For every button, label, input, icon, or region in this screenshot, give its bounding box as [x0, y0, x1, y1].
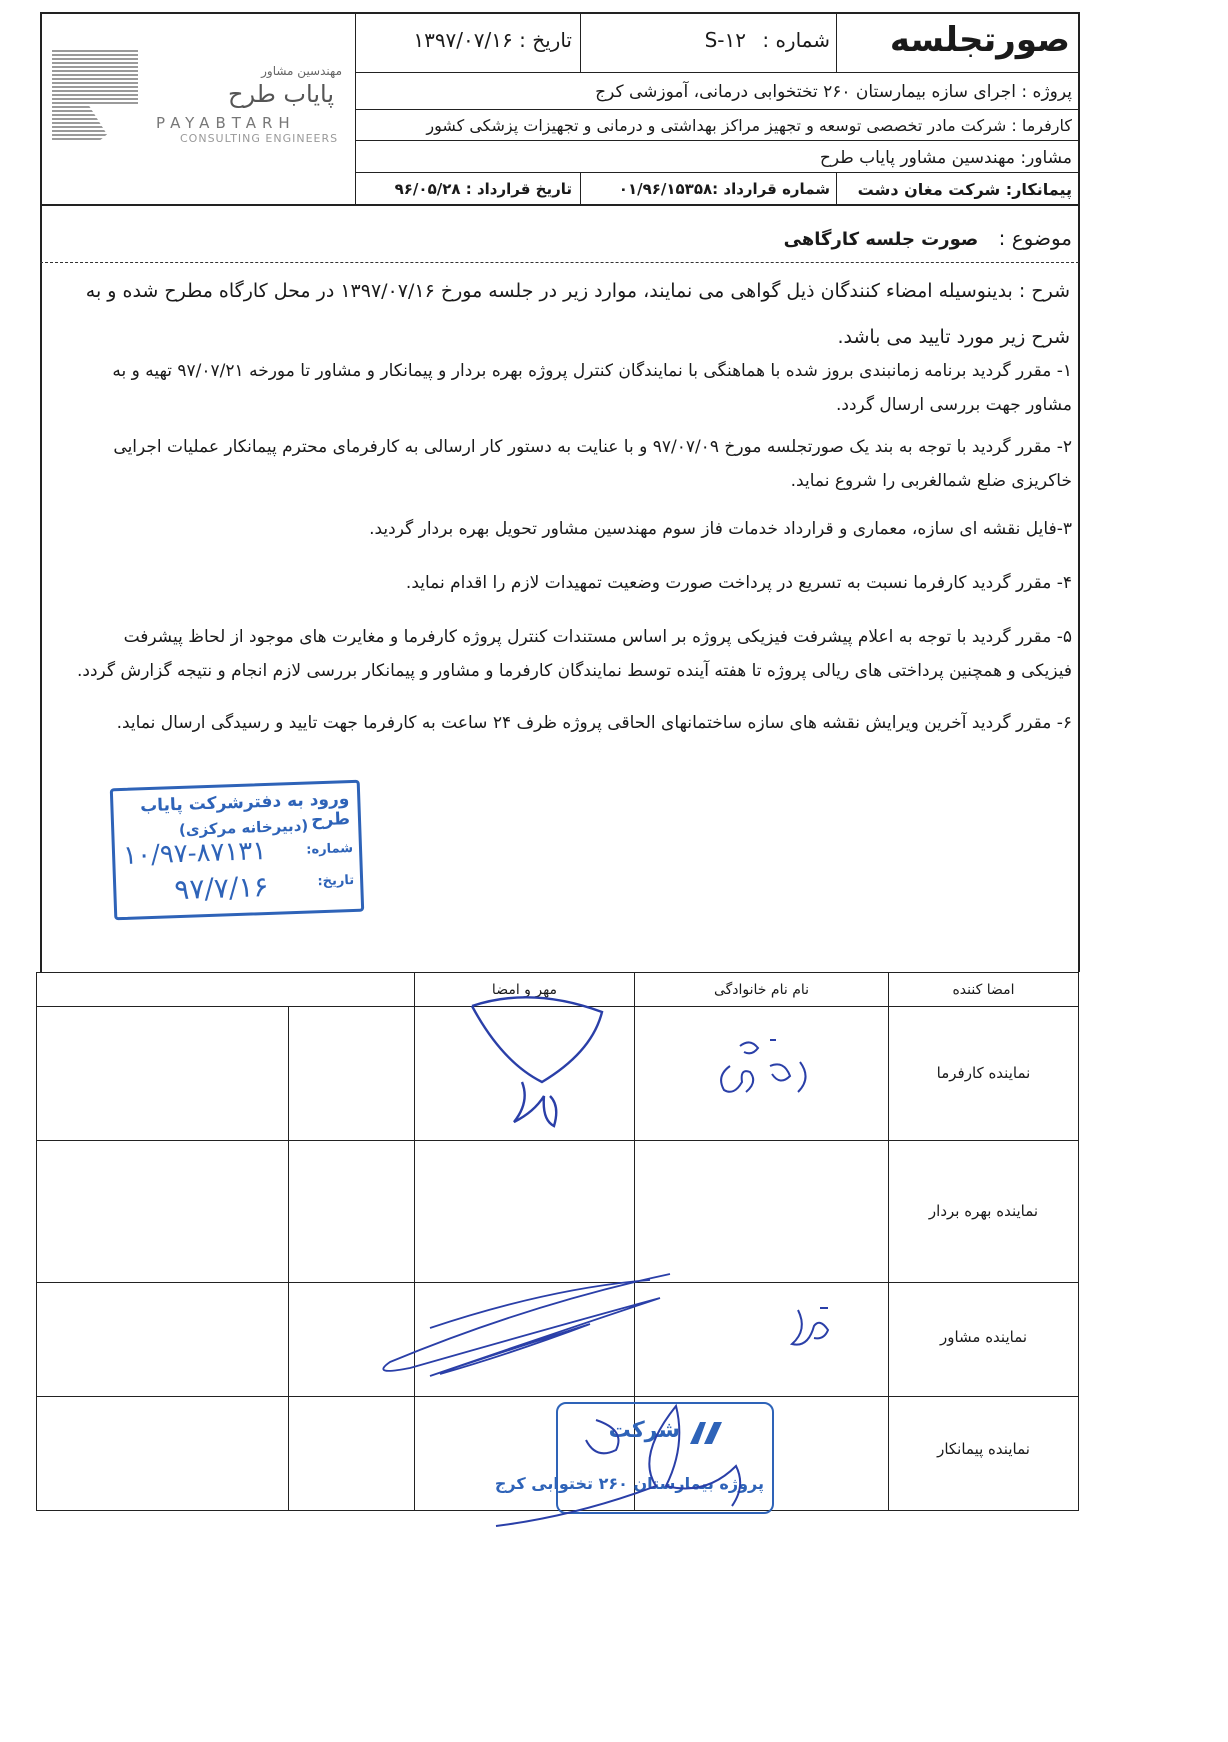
date-value: ۱۳۹۷/۰۷/۱۶ — [413, 28, 513, 52]
logo-latin-name: PAYABTARH — [156, 114, 296, 132]
list-item: ۵- مقرر گردید با توجه به اعلام پیشرفت فیزیکی پروژه بر اساس مستندات کنترل پروژه کارفرما و مغایرت های موجود از لحاظ پیشرفت فیزیکی و همچنین پرداختی های ریالی پروژه تا هفته آینده توسط نمایندگان کارفرما و مشاور و پیمانکار بررسی لازم انجام و نتیجه گزارش گردد. — [77, 627, 1072, 681]
subject-label: موضوع : — [998, 226, 1072, 250]
contractor-line: پیمانکار: شرکت مغان دشت — [857, 180, 1072, 199]
employer-seal-signature — [452, 986, 612, 1136]
list-item: ۲- مقرر گردید با توجه به بند یک صورتجلسه مورخ ۹۷/۰۷/۰۹ و با عنایت به دستور کار ارسالی به کارفرمای محترم پیمانکار عملیات اجرایی خاکریزی ضلع شمالغربی را شروع نماید. — [113, 437, 1072, 491]
list-item: ۱- مقرر گردید برنامه زمانبندی بروز شده با هماهنگی با نمایندگان کنترل پروژه بهره بردار و پیمانکار و مشاور تا مورخه ۹۷/۰۷/۲۱ تهیه و به مشاور جهت بررسی ارسال گردد. — [112, 361, 1072, 415]
document-title: صورتجلسه — [889, 20, 1070, 60]
row-label-contractor: نماینده پیمانکار — [937, 1440, 1030, 1458]
contractor-stamp-project: پروژه بیمارستان ۲۶۰ تختوابی کرج — [494, 1474, 764, 1493]
consultant-name-signature — [780, 1300, 850, 1360]
list-item: ۳-فایل نقشه ای سازه، معماری و قرارداد خدمات فاز سوم مهندسین مشاور تحویل بهره بردار گردید. — [369, 519, 1072, 539]
project-line: پروژه : اجرای سازه بیمارستان ۲۶۰ تختخوابی درمانی، آموزشی کرج — [595, 82, 1072, 102]
date-label: تاریخ : — [519, 28, 572, 52]
consultant-line: مشاور: مهندسین مشاور پایاب طرح — [819, 148, 1072, 168]
list-item: ۶- مقرر گردید آخرین ویرایش نقشه های سازه ساختمانهای الحاقی پروژه ظرف ۲۴ ساعت به کارفرما جهت تایید و رسیدگی ارسال نماید. — [116, 713, 1072, 733]
stamp-number-label: شماره: — [306, 840, 354, 858]
row-label-operator: نماینده بهره بردار — [928, 1202, 1039, 1220]
table-header-seal: مهر و امضا — [491, 982, 558, 998]
document-number — [600, 28, 830, 52]
employer-line: کارفرما : شرکت مادر تخصصی توسعه و تجهیز مراکز بهداشتی و درمانی و تجهیزات پزشکی کشور — [426, 116, 1072, 135]
stamp-subtitle: (دبیرخانه مرکزی) — [178, 816, 309, 840]
employer-name-signature — [710, 1026, 860, 1106]
number-label: شماره : — [762, 28, 830, 52]
list-item: ۴- مقرر گردید کارفرما نسبت به تسریع در پرداخت صورت وضعیت تمهیدات لازم را اقدام نماید. — [405, 573, 1072, 593]
office-entry-stamp — [110, 780, 364, 921]
stamp-date-value: ۹۷/۷/۱۶ — [173, 869, 269, 907]
document-date — [360, 28, 572, 52]
contractor-stamp-company: شرکت — [608, 1418, 680, 1443]
logo — [48, 40, 348, 150]
number-value: S-۱۲ — [704, 28, 746, 52]
contract-number: شماره قرارداد :۰۱/۹۶/۱۵۳۵۸ — [618, 180, 830, 198]
consultant-seal-signature — [370, 1268, 690, 1388]
subject — [600, 226, 1072, 250]
contractor-signature — [476, 1400, 776, 1540]
contract-date: تاریخ قرارداد : ۹۶/۰۵/۲۸ — [394, 180, 572, 198]
logo-latin-sub: CONSULTING ENGINEERS — [180, 132, 339, 145]
stamp-date-label: تاریخ: — [317, 872, 355, 890]
logo-persian-small: مهندسین مشاور — [261, 64, 342, 78]
table-header-signer: امضا کننده — [952, 982, 1015, 998]
row-label-employer: نماینده کارفرما — [936, 1064, 1031, 1082]
table-header-name: نام نام خانوادگی — [713, 982, 810, 998]
stamp-title: ورود به دفترشرکت پایاب طرح — [139, 789, 351, 831]
row-label-consultant: نماینده مشاور — [939, 1328, 1028, 1346]
logo-graphic-icon — [48, 46, 142, 146]
description: شرح : بدینوسیله امضاء کنندگان ذیل گواهی می نمایند، موارد زیر در جلسه مورخ ۱۳۹۷/۰۷/۱۶ در محل کارگاه مطرح شده و به شرح زیر مورد تایید می باشد. — [85, 280, 1070, 348]
logo-persian-name: پایاب طرح — [227, 80, 334, 108]
items-list — [76, 354, 1072, 740]
subject-value: صورت جلسه کارگاهی — [783, 229, 979, 250]
stamp-number-value: ۱۰/۹۷-۸۷۱۳۱ — [122, 835, 267, 871]
